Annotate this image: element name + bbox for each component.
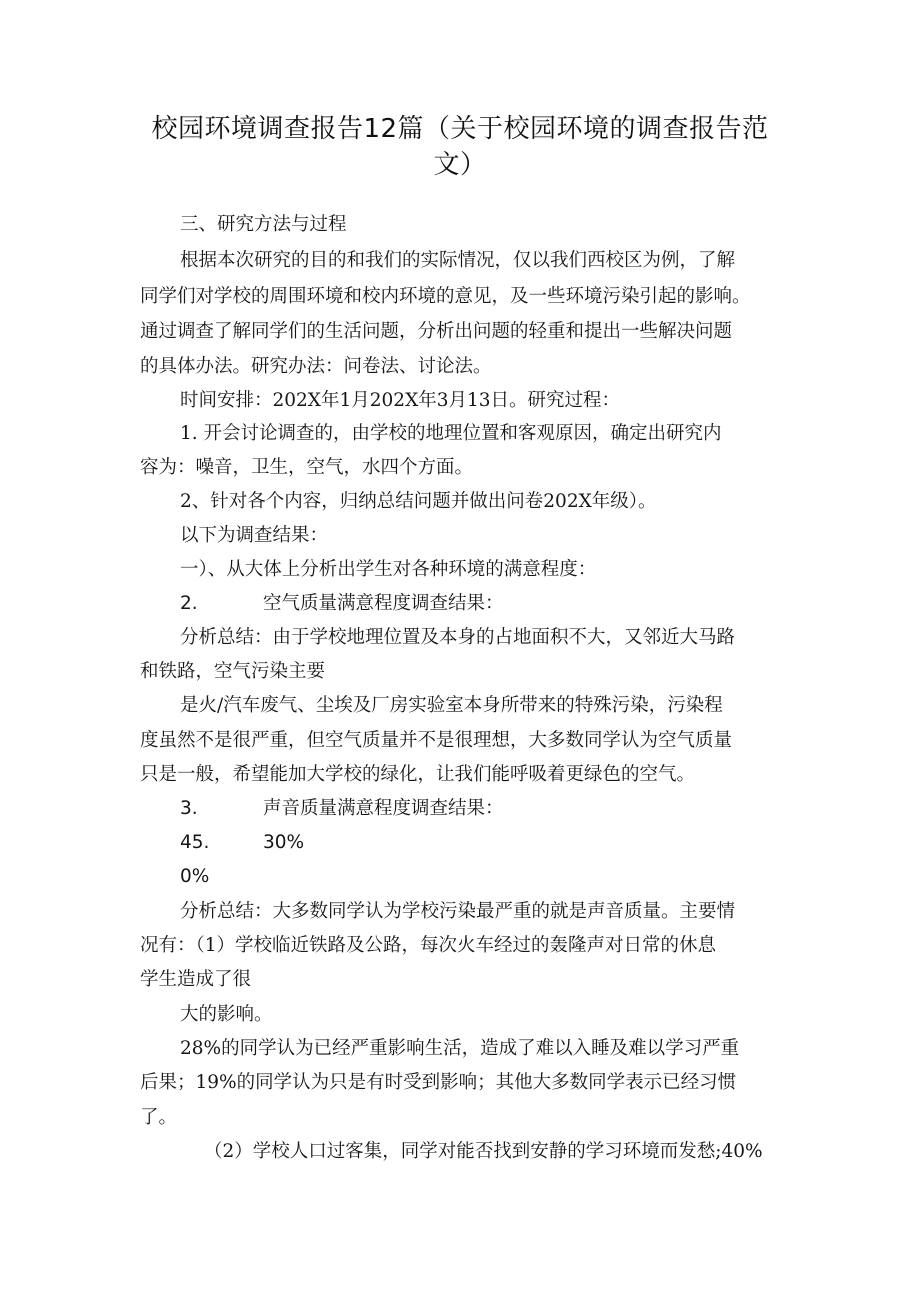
step-2-line: 2、针对各个内容，归纳总结问题并做出问卷202X年级）。 [180, 491, 657, 512]
paragraph-1-line-1: 根据本次研究的目的和我们的实际情况，仅以我们西校区为例，了解 [180, 250, 736, 271]
item-2-number: 2. [180, 593, 198, 614]
value-45: 45. [180, 832, 210, 853]
sound-summary-line-6: 后果；19%的同学认为只是有时受到影响；其他大多数同学表示已经习惯 [140, 1072, 737, 1093]
item-3-heading: 声音质量满意程度调查结果： [263, 798, 504, 819]
part-1-heading: 一）、从大体上分析出学生对各种环境的满意程度： [180, 559, 597, 580]
sound-summary-line-3: 学生造成了很 [140, 969, 252, 990]
item-3-number: 3. [180, 798, 198, 819]
air-summary-line-1: 分析总结：由于学校地理位置及本身的占地面积不大，又邻近大马路 [180, 627, 736, 648]
sound-summary-line-1: 分析总结：大多数同学认为学校污染最严重的就是声音质量。主要情 [180, 901, 736, 922]
air-summary-line-4: 度虽然不是很严重，但空气质量并不是很理想，大多数同学认为空气质量 [140, 730, 733, 751]
air-summary-line-5: 只是一般，希望能加大学校的绿化，让我们能呼吸着更绿色的空气。 [140, 764, 696, 785]
sound-summary-line-2: 况有：（1）学校临近铁路及公路，每次火车经过的轰隆声对日常的休息 [140, 935, 717, 956]
section-heading: 三、研究方法与过程 [180, 214, 347, 235]
document-title-line-1: 校园环境调查报告12篇（关于校园环境的调查报告范 [151, 114, 769, 144]
sound-summary-line-4: 大的影响。 [180, 1004, 273, 1025]
sound-summary-line-7: 了。 [140, 1107, 178, 1128]
schedule-line: 时间安排：202X年1月202X年3月13日。研究过程： [180, 390, 621, 411]
value-30-percent: 30% [263, 832, 305, 853]
sound-summary-line-5: 28%的同学认为已经严重影响生活，造成了难以入睡及难以学习严重 [180, 1038, 740, 1059]
document-title-line-2: 文） [433, 150, 487, 180]
paragraph-1-line-2: 同学们对学校的周围环境和校内环境的意见，及一些环境污染引起的影响。 [140, 286, 751, 307]
results-intro: 以下为调查结果： [180, 525, 329, 546]
air-summary-line-2: 和铁路，空气污染主要 [140, 661, 326, 682]
paragraph-1-line-3: 通过调查了解同学们的生活问题，分析出问题的轻重和提出一些解决问题 [140, 321, 733, 342]
value-0-percent: 0% [180, 866, 210, 887]
item-2-heading: 空气质量满意程度调查结果： [263, 593, 504, 614]
sound-summary-line-8: （2）学校人口过客集，同学对能否找到安静的学习环境而发愁;40% [204, 1141, 763, 1162]
paragraph-1-line-4: 的具体办法。研究办法：问卷法、讨论法。 [140, 356, 492, 377]
step-1-line-1: 1. 开会讨论调查的，由学校的地理位置和客观原因，确定出研究内 [180, 423, 722, 444]
air-summary-line-3: 是火/汽车废气、尘埃及厂房实验室本身所带来的特殊污染，污染程 [180, 695, 723, 716]
step-1-line-2: 容为：噪音，卫生，空气，水四个方面。 [140, 457, 474, 478]
